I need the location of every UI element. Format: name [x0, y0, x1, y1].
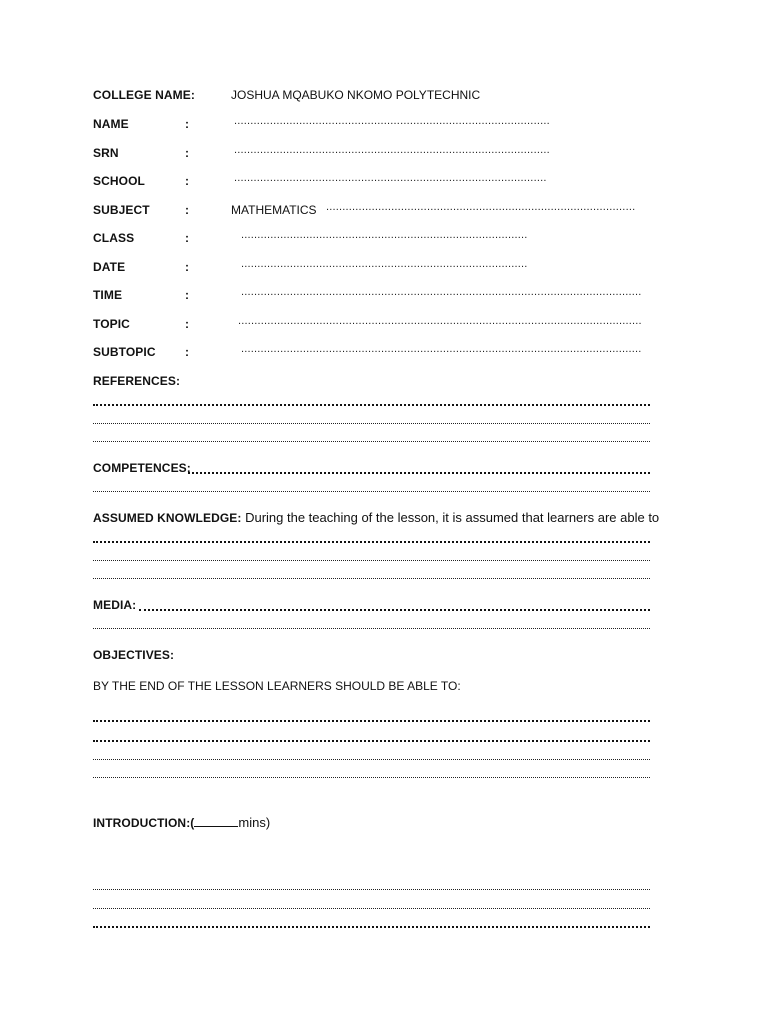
objectives-line[interactable]	[93, 720, 650, 722]
field-label: DATE	[93, 260, 126, 274]
references-line[interactable]	[93, 441, 650, 442]
assumed-knowledge-row	[93, 510, 659, 525]
field-label: NAME	[93, 117, 129, 131]
introduction-line[interactable]	[93, 908, 650, 909]
assumed-knowledge-text: During the teaching of the lesson, it is assumed that learners are able to	[245, 510, 660, 525]
objectives-line[interactable]	[93, 759, 650, 760]
field-dots[interactable]: ........................................................................................	[241, 258, 528, 270]
competences-line[interactable]	[188, 472, 650, 474]
field-colon: :	[185, 203, 190, 217]
field-colon: :	[185, 117, 190, 131]
assumed-knowledge-line[interactable]	[93, 578, 650, 579]
field-dots[interactable]: .................................................................................................	[234, 144, 550, 156]
field-dots[interactable]: ...........................................................................................................................	[241, 286, 642, 298]
media-line[interactable]	[139, 609, 650, 611]
field-colon: :	[185, 174, 190, 188]
field-colon: :	[185, 146, 190, 160]
field-colon: :	[185, 260, 190, 274]
introduction-minutes-blank[interactable]	[194, 815, 238, 827]
introduction-line[interactable]	[93, 889, 650, 890]
field-colon: :	[185, 345, 190, 359]
field-label: TOPIC	[93, 317, 130, 331]
assumed-knowledge-line[interactable]	[93, 541, 650, 543]
field-colon: :	[185, 317, 190, 331]
field-label: CLASS	[93, 231, 135, 245]
field-label: SCHOOL	[93, 174, 145, 188]
field-colon: :	[185, 231, 190, 245]
introduction-label: INTRODUCTION:(	[93, 816, 195, 830]
objectives-line[interactable]	[93, 740, 650, 742]
references-line[interactable]	[93, 404, 650, 406]
media-line[interactable]	[93, 628, 650, 629]
field-dots[interactable]: .................................................................................................	[234, 115, 550, 127]
objectives-line[interactable]	[93, 777, 650, 778]
field-label: TIME	[93, 288, 123, 302]
references-label: REFERENCES:	[93, 374, 181, 388]
introduction-line[interactable]	[93, 926, 650, 928]
field-dots[interactable]: ............................................................................................................................	[238, 315, 642, 327]
field-value: MATHEMATICS	[231, 203, 317, 217]
introduction-row	[93, 815, 270, 830]
competences-label: COMPETENCES:	[93, 461, 191, 475]
field-dots[interactable]: ................................................................................................	[234, 172, 547, 184]
introduction-suffix: mins)	[238, 815, 271, 830]
field-dots[interactable]: ...........................................................................................................................	[241, 343, 642, 355]
college-name-label: COLLEGE NAME:	[93, 88, 195, 102]
assumed-knowledge-label: ASSUMED KNOWLEDGE:	[93, 511, 242, 525]
references-line[interactable]	[93, 423, 650, 424]
field-colon: :	[185, 288, 190, 302]
college-name-value: JOSHUA MQABUKO NKOMO POLYTECHNIC	[231, 88, 481, 102]
field-label: SRN	[93, 146, 119, 160]
objectives-text: BY THE END OF THE LESSON LEARNERS SHOULD BE ABLE TO:	[93, 679, 461, 693]
field-label: SUBJECT	[93, 203, 150, 217]
field-dots[interactable]: ........................................................................................	[241, 229, 528, 241]
media-label: MEDIA:	[93, 598, 137, 612]
field-label: SUBTOPIC	[93, 345, 156, 359]
competences-line[interactable]	[93, 491, 650, 492]
assumed-knowledge-line[interactable]	[93, 560, 650, 561]
field-dots[interactable]: ...............................................................................................	[326, 201, 636, 213]
objectives-label: OBJECTIVES:	[93, 648, 175, 662]
